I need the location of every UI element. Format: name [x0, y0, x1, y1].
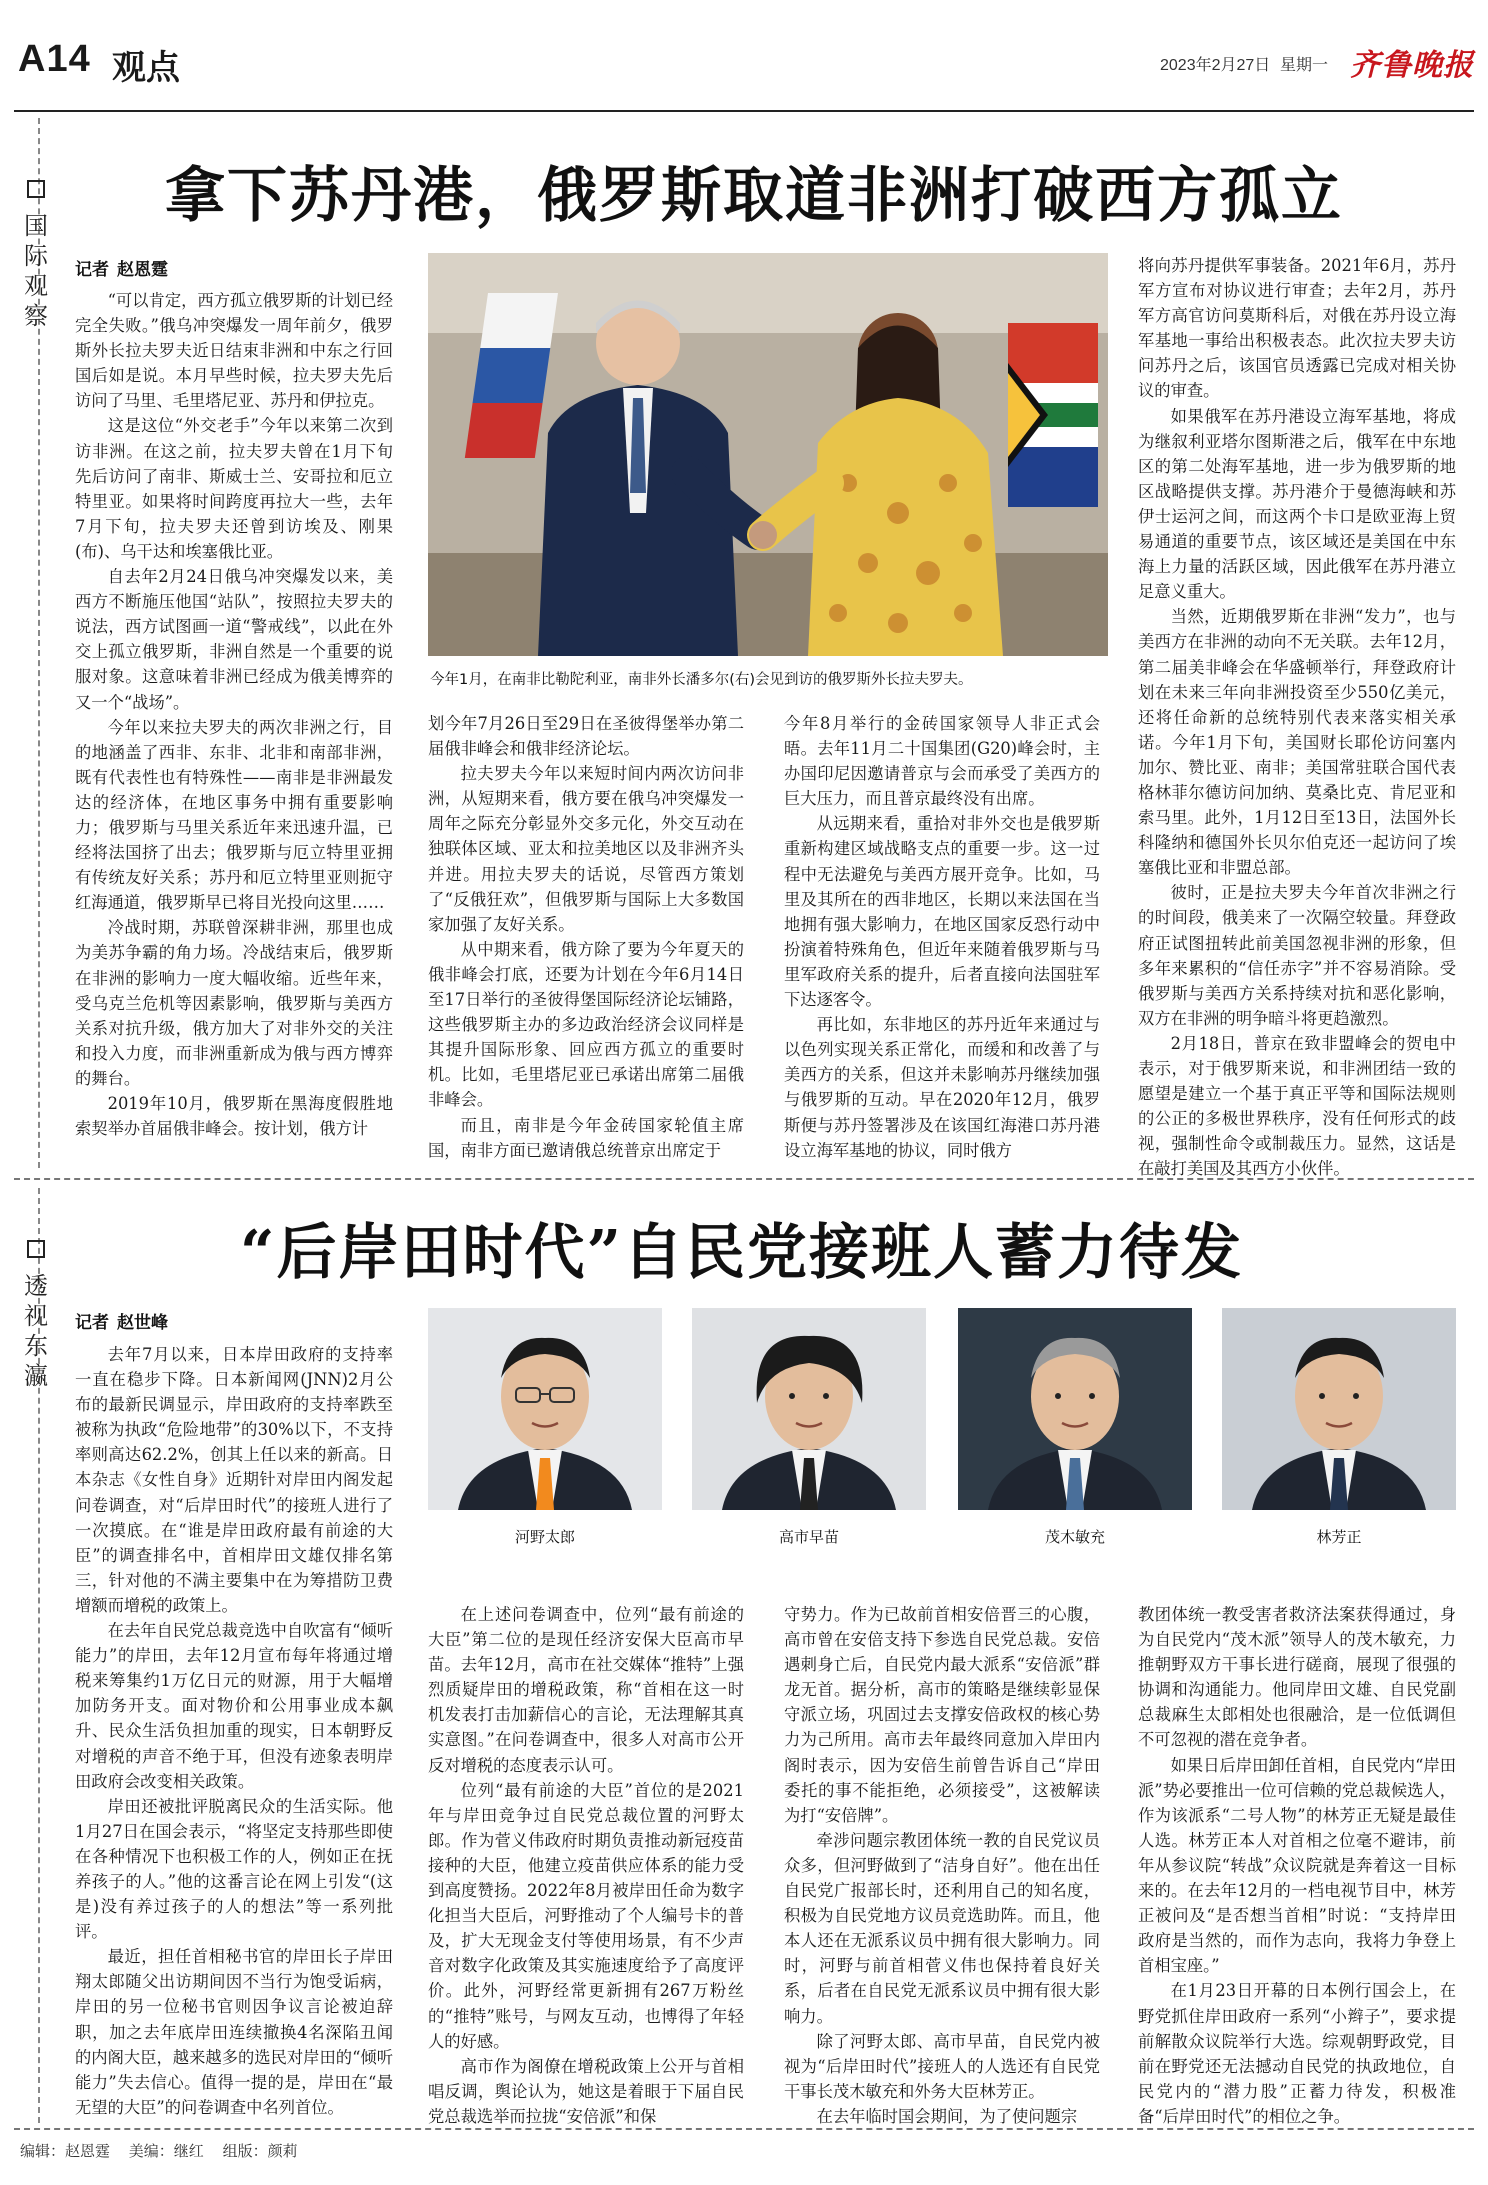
byline-label: 记者 [75, 260, 109, 280]
paragraph: 在1月23日开幕的日本例行国会上，在野党抓住岸田政府一系列“小辫子”，要求提前解散众议院举行大选。综观朝野政党，目前在野党还无法撼动自民党的执政地位，自民党内的“潜力股”正蓄力待发，积极准备“后岸田时代”的相位之争。 [1138, 1981, 1456, 2126]
paragraph: 位列“最有前途的大臣”首位的是2021年与岸田竞争过自民党总裁位置的河野太郎。作为菅义伟政府时期负责推动新冠疫苗接种的大臣，他建立疫苗供应体系的能力受到高度赞扬。2022年8月被岸田任命为数字化担当大臣后，河野推动了个人编号卡的普及，扩大无现金支付等使用场景，有不少声音对数字化政策及其实施速度给予了高度评价。此外，河野经常更新拥有267万粉丝的“推特”账号，与网友互动，也博得了年轻人的好感。 [428, 1780, 744, 2051]
tag-character: 观 [24, 272, 48, 300]
article1-headline: 拿下苏丹港，俄罗斯取道非洲打破西方孤立 [165, 161, 1343, 231]
article2-column-2 [428, 1602, 744, 2126]
issue-date: 2023年2月27日 [1160, 57, 1271, 74]
paragraph: 除了河野太郎、高市早苗，自民党内被视为“后岸田时代”接班人的人选还有自民党干事长茂木敏充和外务大臣林芳正。 [784, 2031, 1100, 2101]
article2-column-1 [75, 1342, 393, 2122]
paragraph: 从中期来看，俄方除了要为今年夏天的俄非峰会打底，还要为计划在今年6月14日至17日举行的圣彼得堡国际经济论坛铺路，这些俄罗斯主办的多边政治经济会议同样是其提升国际形象、回应西方孤立的重要时机。比如，毛里塔尼亚已承诺出席第二届俄非峰会。 [428, 939, 744, 1110]
portrait-photo [958, 1308, 1192, 1510]
portrait-illustration [692, 1308, 926, 1510]
tag-character: 察 [24, 302, 48, 330]
paragraph: 教团体统一教受害者救济法案获得通过，身为自民党内“茂木派”领导人的茂木敏充，力推朝野双方干事长进行磋商，展现了很强的协调和沟通能力。他同岸田文雄、自民党副总裁麻生太郎相处也很融洽，是一位低调但不可忽视的潜在竞争者。 [1138, 1605, 1456, 1750]
tag-character: 际 [24, 242, 48, 270]
art-credit: 美编：继红 [128, 2142, 204, 2160]
article1-column-2 [428, 711, 744, 1168]
paragraph: 岸田还被批评脱离民众的生活实际。他1月27日在国会表示，“将坚定支持那些即使在各种情况下也积极工作的人，例如正在抚养孩子的人。”他的这番言论在网上引发“(这是)没有养过孩子的人的想法”等一系列批评。 [75, 1796, 393, 1942]
paragraph: 今年8月举行的金砖国家领导人非正式会晤。去年11月二十国集团(G20)峰会时，主办国印尼因邀请普京与会而承受了美西方的巨大压力，而且普京最终没有出席。 [784, 714, 1100, 809]
paragraph: 去年7月以来，日本岸田政府的支持率一直在稳步下降。日本新闻网(JNN)2月公布的最新民调显示，岸田政府的支持率跌至被称为执政“危险地带”的30%以下，不支持率则高达62.2%，创其上任以来的新高。日本杂志《女性自身》近期针对岸田内阁发起问卷调查，对“后岸田时代”的接班人进行了一次摸底。在“谁是岸田政府最有前途的大臣”的调查排名中，首相岸田文雄仅排名第三，针对他的不满主要集中在为筹措防卫费增额而增税的政策上。 [75, 1345, 393, 1615]
byline-name: 赵世峰 [117, 1313, 168, 1333]
tag-character: 透 [24, 1272, 48, 1300]
portrait-photo [1222, 1308, 1456, 1510]
article2-byline [75, 1308, 168, 1333]
masthead-rule [14, 110, 1474, 112]
portrait-caption: 高市早苗 [778, 1528, 839, 1546]
article1-photo [428, 253, 1108, 656]
paragraph: 在上述问卷调查中，位列“最有前途的大臣”第二位的是现任经济安保大臣高市早苗。去年12月，高市在社交媒体“推特”上强烈质疑岸田的增税政策，称“首相在这一时机发表打击加薪信心的言论，无法理解其真实意图。”在问卷调查中，很多人对高市公开反对增税的态度表示认可。 [428, 1605, 744, 1775]
portrait-photo [692, 1308, 926, 1510]
paragraph: 从远期来看，重拾对非外交也是俄罗斯重新构建区域战略支点的重要一步。这一过程中无法避免与美西方展开竞争。比如，马里及其所在的西非地区，长期以来法国在当地拥有强大影响力，在地区国家反恐行动中扮演着特殊角色，但近年来随着俄罗斯与马里军政府关系的提升，后者直接向法国驻军下达逐客令。 [784, 814, 1100, 1010]
page-credits [20, 2140, 312, 2161]
paragraph: 冷战时期，苏联曾深耕非洲，那里也成为美苏争霸的角力场。冷战结束后，俄罗斯在非洲的影响力一度大幅收缩。近些年来，受乌克兰危机等因素影响，俄罗斯与美西方关系对抗升级，俄方加大了对非外交的关注和投入力度，而非洲重新成为俄与西方博弈的舞台。 [75, 918, 393, 1088]
article2-headline: “后岸田时代”自民党接班人蓄力待发 [240, 1218, 1244, 1288]
issue-weekday: 星期一 [1280, 55, 1329, 74]
editor-credit: 编辑：赵恩霆 [20, 2142, 111, 2160]
section-name: 观点 [112, 48, 180, 88]
paragraph: 2月18日，普京在致非盟峰会的贺电中表示，对于俄罗斯来说，和非洲团结一致的愿望是建立一个基于真正平等和国际法规则的公正的多极世界秩序，没有任何形式的歧视，强制性命令或制裁压力。显然，这话是在敲打美国及其西方小伙伴。 [1138, 1033, 1456, 1179]
paragraph: 自去年2月24日俄乌冲突爆发以来，美西方不断施压他国“站队”，按照拉夫罗夫的说法，西方试图画一道“警戒线”，以此在外交上孤立俄罗斯，非洲自然是一个重要的说服对象。这意味着非洲已经成为俄美博弈的又一个“战场”。 [75, 567, 393, 712]
tag-character: 瀛 [24, 1362, 48, 1390]
article1-column-3 [784, 711, 1100, 1168]
article1-column-4 [1138, 253, 1456, 1179]
portrait-illustration [1222, 1308, 1456, 1510]
handshake-photo-illustration [428, 253, 1108, 656]
paragraph: 今年以来拉夫罗夫的两次非洲之行，目的地涵盖了西非、东非、北非和南部非洲，既有代表性也有特殊性——南非是非洲最发达的经济体，在地区事务中拥有重要影响力；俄罗斯与马里关系近年来迅速升温，已经将法国挤了出去；俄罗斯与厄立特里亚拥有传统友好关系；苏丹和厄立特里亚则扼守红海通道，俄罗斯早已将目光投向这里…… [75, 717, 393, 913]
paragraph: 守势力。作为已故前首相安倍晋三的心腹，高市曾在安倍支持下参选自民党总裁。安倍遇刺身亡后，自民党内最大派系“安倍派”群龙无首。据分析，高市的策略是继续彰显保守派立场，巩固过去支撑安倍政权的核心势力为己所用。高市去年最终同意加入岸田内阁时表示，因为安倍生前曾告诉自己“岸田委托的事不能拒绝，必须接受”，这被解读为打“安倍牌”。 [784, 1605, 1100, 1825]
paragraph: 当然，近期俄罗斯在非洲“发力”，也与美西方在非洲的动向不无关联。去年12月，第二届美非峰会在华盛顿举行，拜登政府计划在未来三年向非洲投资至少550亿美元，还将任命新的总统特别代表来落实相关承诺。今年1月下旬，美国财长耶伦访问塞内加尔、赞比亚、南非；美国常驻联合国代表格林菲尔德访问加纳、莫桑比克、肯尼亚和索马里。此外，1月12日至13日，法国外长科隆纳和德国外长贝尔伯克还一起访问了埃塞俄比亚和非盟总部。 [1138, 607, 1456, 878]
paragraph: 2019年10月，俄罗斯在黑海度假胜地索契举办首届俄非峰会。按计划，俄方计 [75, 1094, 393, 1139]
page-number: A14 [18, 38, 91, 80]
byline-name: 赵恩霆 [117, 260, 168, 280]
paragraph: 将向苏丹提供军事装备。2021年6月，苏丹军方宣布对协议进行审查；去年2月，苏丹军方高官访问莫斯科后，对俄在苏丹设立海军基地一事给出积极表态。此次拉夫罗夫访问苏丹之后，该国官员透露已完成对相关协议的审查。 [1138, 256, 1456, 401]
layout-credit: 组版：颜莉 [222, 2142, 298, 2160]
portrait-illustration [958, 1308, 1192, 1510]
paragraph: 拉夫罗夫今年以来短时间内两次访问非洲，从短期来看，俄方要在俄乌冲突爆发一周年之际充分彰显外交多元化，外交互动在独联体区域、亚太和拉美地区以及非洲齐头并进。用拉夫罗夫的话说，尽管西方策划了“反俄狂欢”，但俄罗斯与国际上大多数国家加强了友好关系。 [428, 764, 744, 934]
newspaper-logo: 齐鲁晚报 [1350, 48, 1474, 83]
portrait-photo [428, 1308, 662, 1510]
tag-square-icon [27, 180, 45, 198]
tag-square-icon [27, 1240, 45, 1258]
portrait-illustration [428, 1308, 662, 1510]
paragraph: 如果俄军在苏丹港设立海军基地，将成为继叙利亚塔尔图斯港之后，俄军在中东地区的第二处海军基地，进一步为俄罗斯的地区战略提供支撑。苏丹港介于曼德海峡和苏伊士运河之间，而这两个卡口是欧亚海上贸易通道的重要节点，该区域还是美国在中东海上力量的活跃区域，因此俄军在苏丹港立足意义重大。 [1138, 406, 1456, 602]
paragraph: 而且，南非是今年金砖国家轮值主席国，南非方面已邀请俄总统普京出席定于 [428, 1115, 744, 1160]
article1-byline [75, 255, 168, 280]
paragraph: 高市作为阁僚在增税政策上公开与首相唱反调，舆论认为，她这是着眼于下届自民党总裁选举而拉拢“安倍派”和保 [428, 2056, 744, 2126]
paragraph: 在去年临时国会期间，为了使问题宗 [816, 2106, 1078, 2126]
paragraph: 牵涉问题宗教团体统一教的自民党议员众多，但河野做到了“洁身自好”。他在出任自民党广报部长时，还利用自己的知名度，积极为自民党地方议员竞选助阵。而且，他本人还在无派系议员中拥有很大影响力。同时，河野与前首相菅义伟也保持着良好关系，后者在自民党无派系议员中拥有很大影响力。 [784, 1830, 1100, 2026]
portrait-caption: 林芳正 [1316, 1528, 1362, 1546]
paragraph: 如果日后岸田卸任首相，自民党内“岸田派”势必要推出一位可信赖的党总裁候选人，作为该派系“二号人物”的林芳正无疑是最佳人选。林芳正本人对首相之位毫不避讳，前年从参议院“转战”众议院就是奔着这一目标来的。在去年12月的一档电视节目中，林芳正被问及“是否想当首相”时说：“支持岸田政府是当然的，而作为志向，我将力争登上首相宝座。” [1138, 1755, 1456, 1976]
tag-character: 东 [24, 1332, 48, 1360]
footer-rule [14, 2128, 1474, 2130]
byline-label: 记者 [75, 1313, 109, 1333]
paragraph: “可以肯定，西方孤立俄罗斯的计划已经完全失败。”俄乌冲突爆发一周年前夕，俄罗斯外长拉夫罗夫近日结束非洲和中东之行回国后如是说。本月早些时候，拉夫罗夫先后访问了马里、毛里塔尼亚、苏丹和伊拉克。 [75, 291, 393, 411]
paragraph: 最近，担任首相秘书官的岸田长子岸田翔太郎随父出访期间因不当行为饱受诟病，岸田的另一位秘书官则因争议言论被迫辞职，加之去年底岸田连续撤换4名深陷丑闻的内阁大臣，越来越多的选民对岸田的“倾听能力”失去信心。值得一提的是，岸田在“最无望的大臣”的问卷调查中名列首位。 [75, 1947, 393, 2117]
paragraph: 在去年自民党总裁竞选中自吹富有“倾听能力”的岸田，去年12月宣布每年将通过增税来筹集约1万亿日元的财源，用于大幅增加防务开支。面对物价和公用事业成本飙升、民众生活负担加重的现实，日本朝野反对增税的声音不绝于耳，但没有迹象表明岸田政府会改变相关政策。 [75, 1621, 393, 1791]
article1-photo-caption: 今年1月，在南非比勒陀利亚，南非外长潘多尔(右)会见到访的俄罗斯外长拉夫罗夫。 [430, 672, 973, 688]
paragraph: 划今年7月26日至29日在圣彼得堡举办第二届俄非峰会和俄非经济论坛。 [428, 714, 744, 759]
tag-character: 国 [24, 212, 48, 240]
article1-column-1 [75, 288, 393, 1168]
article1-section-tag [22, 180, 50, 331]
article-divider [14, 1178, 1474, 1180]
paragraph: 再比如，东非地区的苏丹近年来通过与以色列实现关系正常化，而缓和和改善了与美西方的关系，但这并未影响苏丹继续加强与俄罗斯的互动。早在2020年12月，俄罗斯便与苏丹签署涉及在该国红海港口苏丹港设立海军基地的协议，同时俄方 [784, 1015, 1100, 1160]
article2-section-tag [22, 1240, 50, 1391]
portrait-caption: 茂木敏充 [1044, 1528, 1105, 1546]
paragraph: 彼时，正是拉夫罗夫今年首次非洲之行的时间段，俄美来了一次隔空较量。拜登政府正试图扭转此前美国忽视非洲的形象，但多年来累积的“信任赤字”并不容易消除。受俄罗斯与美西方关系持续对抗和恶化影响，双方在非洲的明争暗斗将更趋激烈。 [1138, 883, 1456, 1028]
portrait-caption: 河野太郎 [514, 1528, 575, 1546]
paragraph: 这是这位“外交老手”今年以来第二次到访非洲。在这之前，拉夫罗夫曾在1月下旬先后访问了南非、斯威士兰、安哥拉和厄立特里亚。如果将时间跨度再拉大一些，去年7月下旬，拉夫罗夫还曾到访埃及、刚果(布)、乌干达和埃塞俄比亚。 [75, 416, 393, 561]
article2-column-3 [784, 1602, 1100, 2126]
tag-character: 视 [24, 1302, 48, 1330]
article2-column-4 [1138, 1602, 1456, 2126]
